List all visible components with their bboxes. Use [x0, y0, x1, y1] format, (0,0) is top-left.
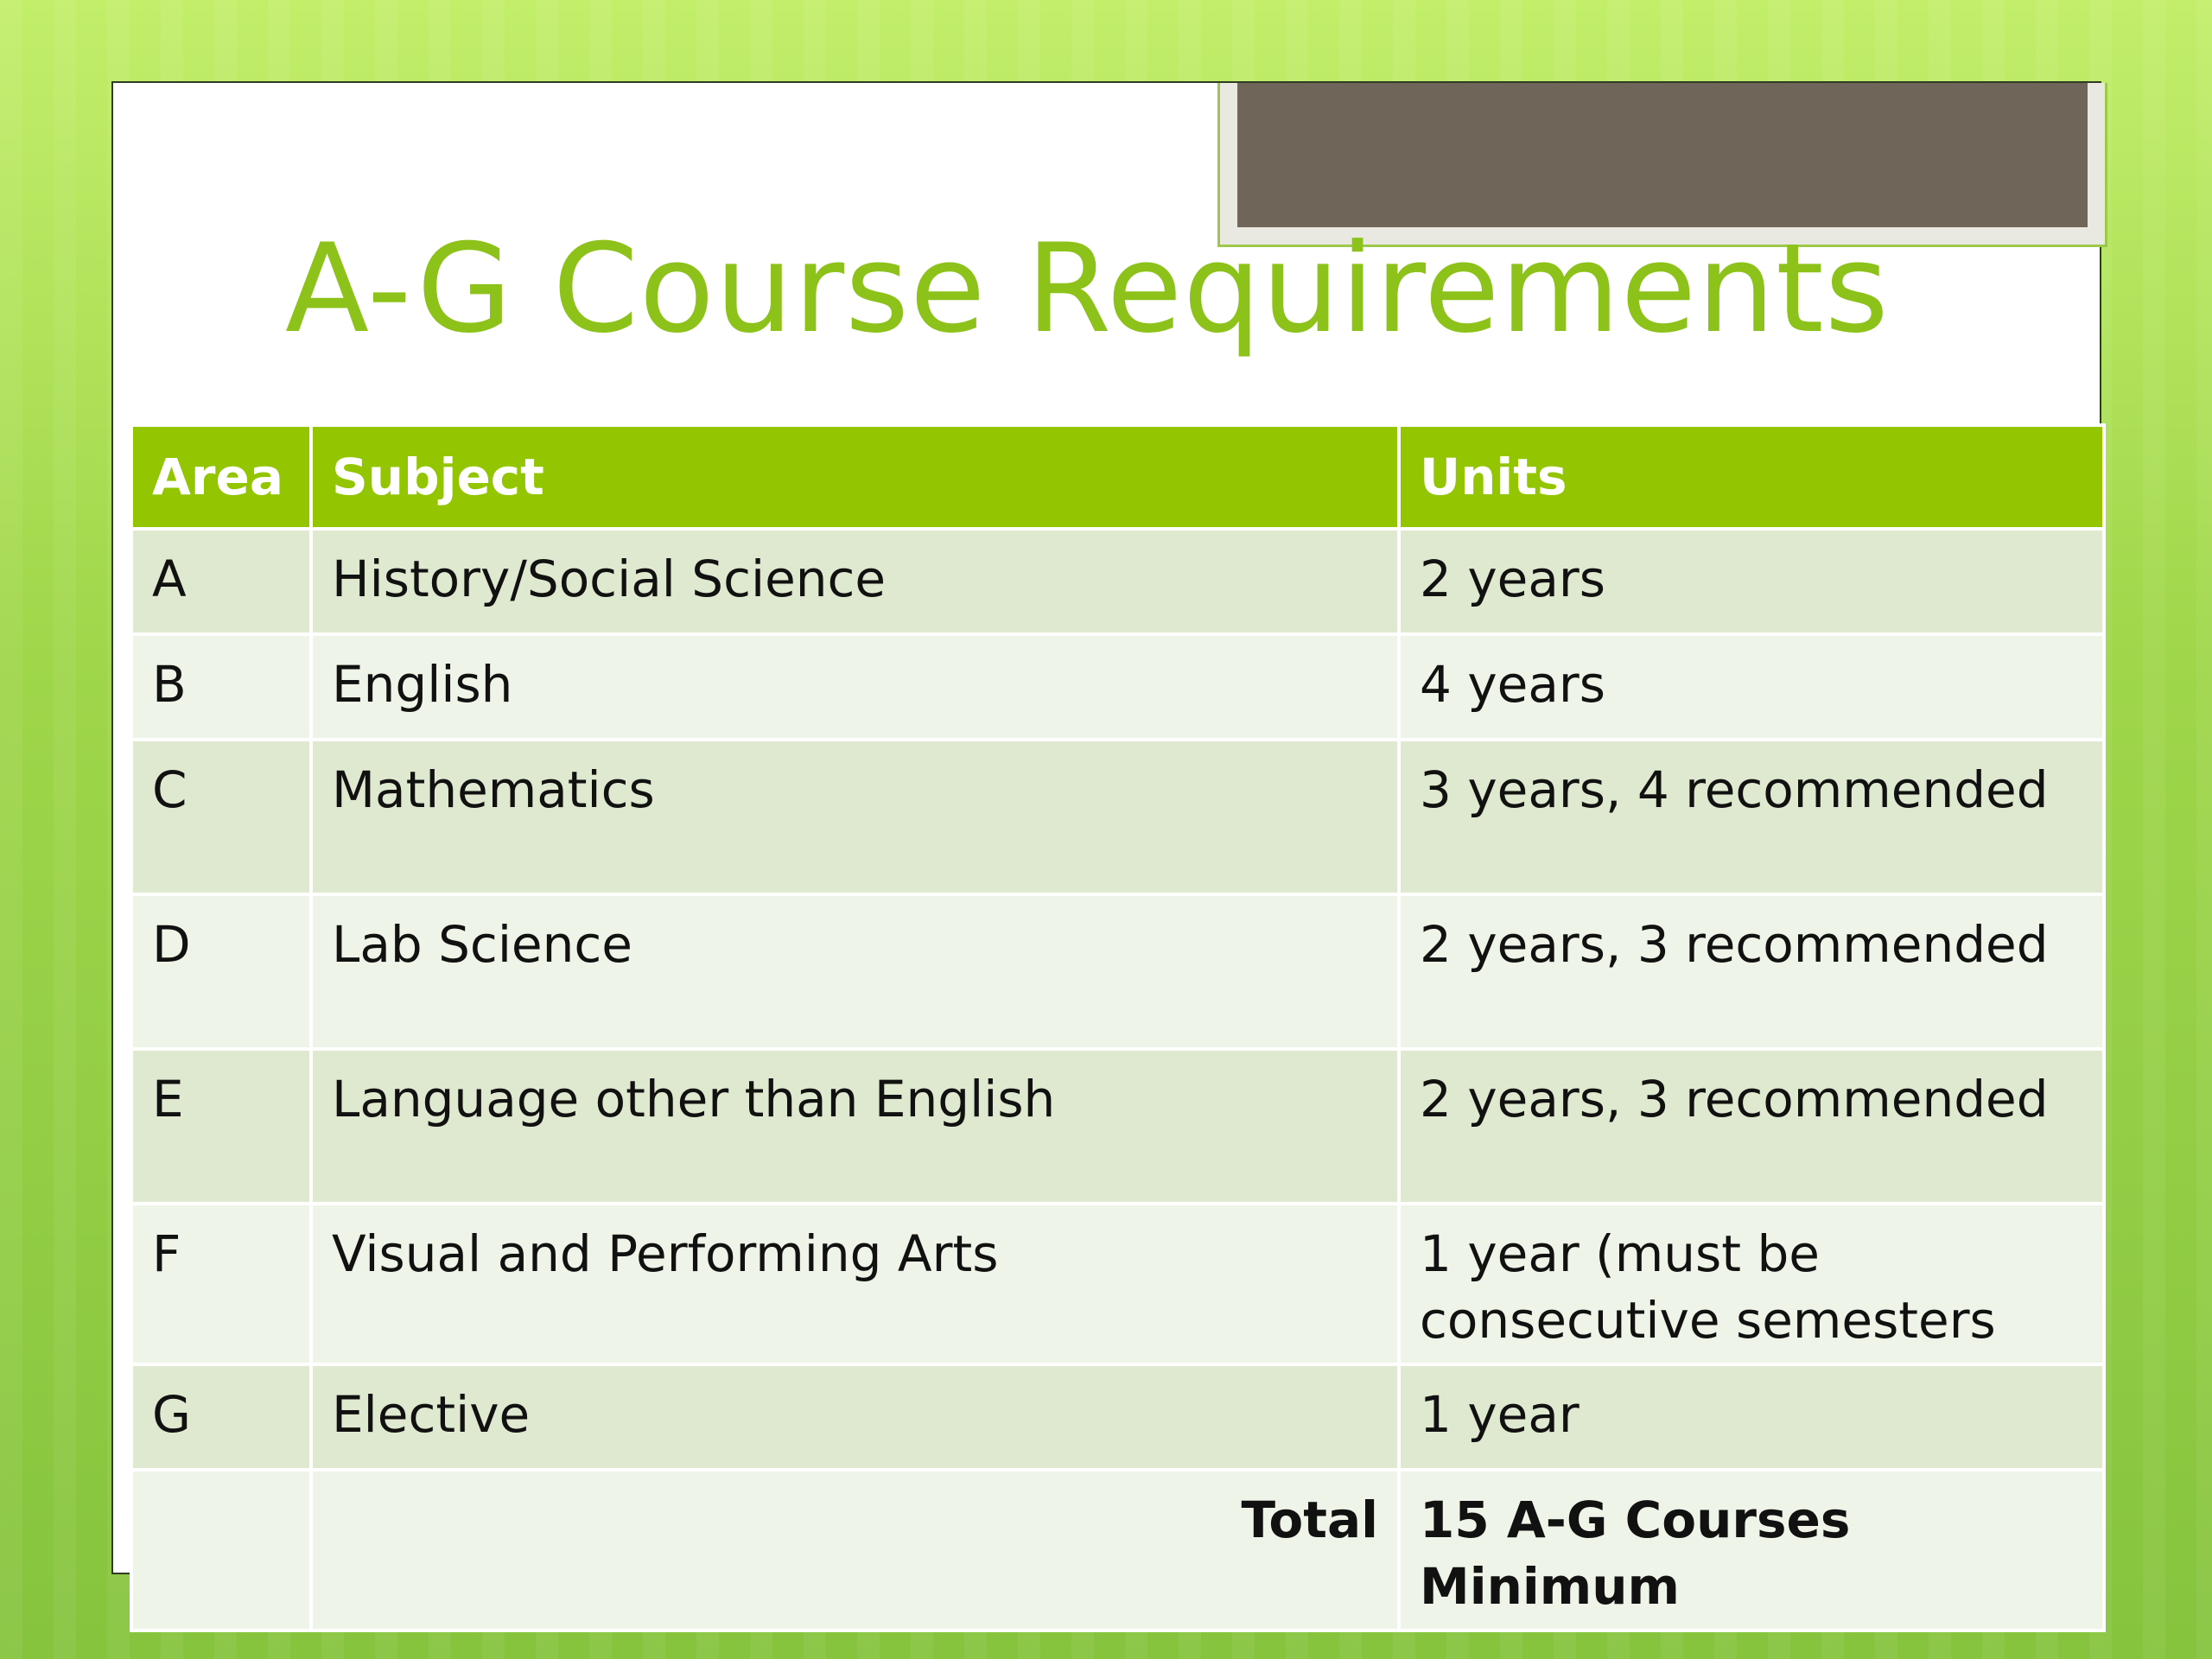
- slide-title: A-G Course Requirements: [285, 218, 1890, 360]
- requirements-table: [130, 423, 2106, 1632]
- header-units: Units: [1399, 425, 2104, 529]
- table-row: [131, 1049, 2104, 1204]
- header-subject: Subject: [311, 425, 1399, 529]
- cell-subject: History/Social Science: [311, 529, 1399, 634]
- cell-area: E: [131, 1049, 311, 1204]
- cell-units: 2 years, 3 recommended: [1399, 894, 2104, 1049]
- cell-units: 4 years: [1399, 634, 2104, 740]
- table-row: [131, 1204, 2104, 1364]
- table-row: [131, 1364, 2104, 1470]
- cell-units: 1 year: [1399, 1364, 2104, 1470]
- cell-area: F: [131, 1204, 311, 1364]
- total-label: Total: [311, 1470, 1399, 1630]
- cell-area: A: [131, 529, 311, 634]
- cell-area: B: [131, 634, 311, 740]
- total-value: 15 A-G Courses Minimum: [1399, 1470, 2104, 1630]
- cell-area: D: [131, 894, 311, 1049]
- cell-subject: Elective: [311, 1364, 1399, 1470]
- cell-area: G: [131, 1364, 311, 1470]
- cell-units: 2 years: [1399, 529, 2104, 634]
- cell-units: 1 year (must be consecutive semesters: [1399, 1204, 2104, 1364]
- cell-units: 3 years, 4 recommended: [1399, 740, 2104, 894]
- cell-subject: English: [311, 634, 1399, 740]
- cell-area-empty: [131, 1470, 311, 1630]
- header-area: Area: [131, 425, 311, 529]
- total-row: [131, 1470, 2104, 1630]
- table-row: [131, 529, 2104, 634]
- cell-units: 2 years, 3 recommended: [1399, 1049, 2104, 1204]
- table-row: [131, 634, 2104, 740]
- table-row: [131, 894, 2104, 1049]
- cell-subject: Visual and Performing Arts: [311, 1204, 1399, 1364]
- cell-area: C: [131, 740, 311, 894]
- title-placeholder-fill: [1237, 83, 2088, 227]
- table-header-row: [131, 425, 2104, 529]
- cell-subject: Lab Science: [311, 894, 1399, 1049]
- cell-subject: Mathematics: [311, 740, 1399, 894]
- table-row: [131, 740, 2104, 894]
- cell-subject: Language other than English: [311, 1049, 1399, 1204]
